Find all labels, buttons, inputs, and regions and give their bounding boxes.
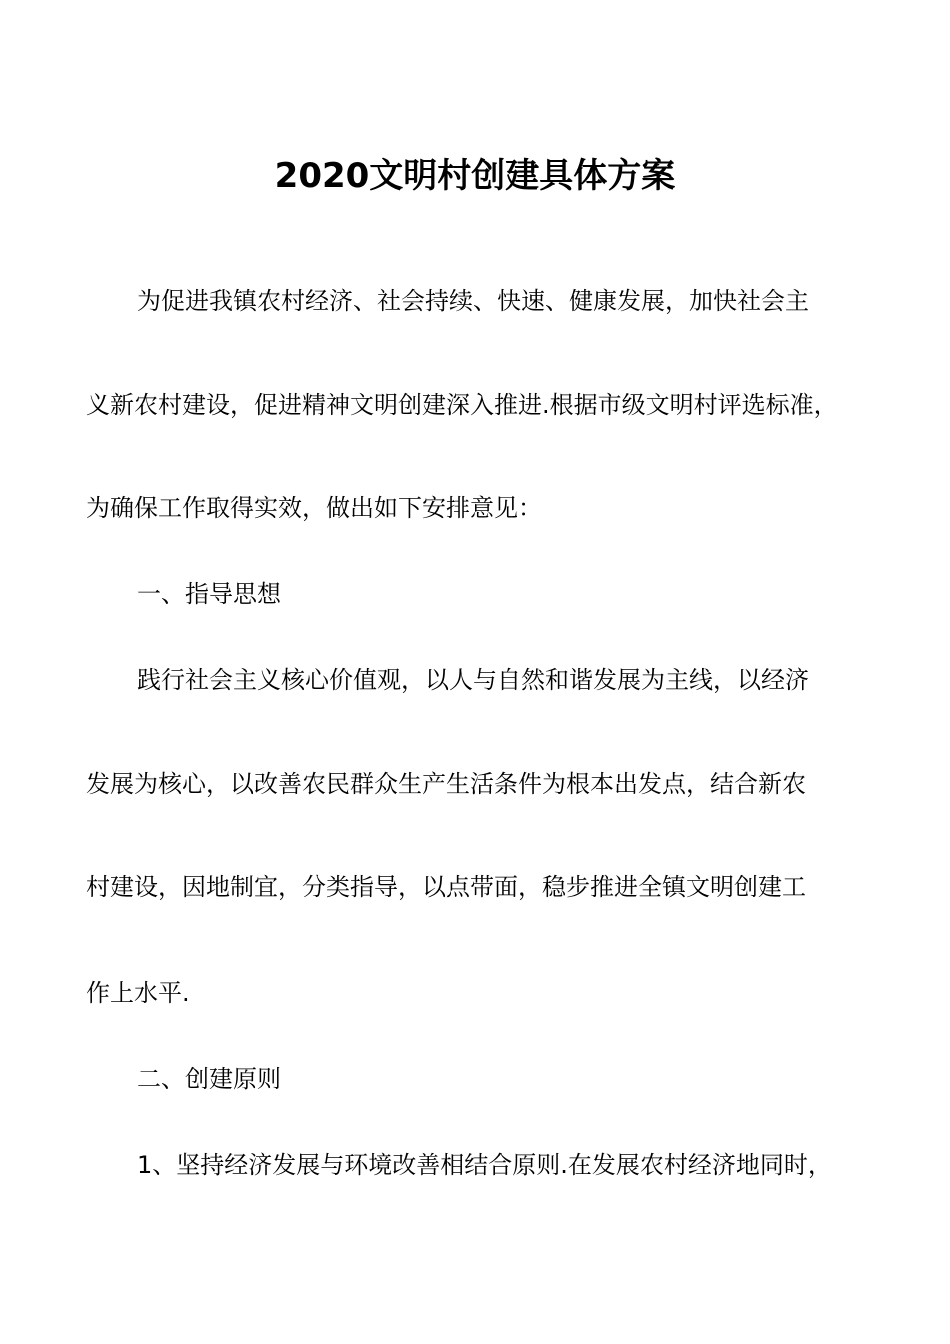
section-heading: 一、指导思想 [137, 580, 281, 608]
paragraph-line: 村建设，因地制宜，分类指导，以点带面，稳步推进全镇文明创建工 [86, 873, 806, 901]
paragraph-line: 为确保工作取得实效，做出如下安排意见： [86, 494, 542, 522]
paragraph-line: 为促进我镇农村经济、社会持续、快速、健康发展，加快社会主 [137, 287, 809, 315]
paragraph-line: 作上水平. [86, 979, 190, 1007]
paragraph-line: 发展为核心，以改善农民群众生产生活条件为根本出发点，结合新农 [86, 770, 806, 798]
paragraph-line: 义新农村建设，促进精神文明创建深入推进.根据市级文明村评选标准， [86, 391, 838, 419]
paragraph-line: 1、坚持经济发展与环境改善相结合原则.在发展农村经济地同时， [137, 1151, 832, 1179]
document-title: 2020文明村创建具体方案 [274, 156, 676, 196]
section-heading: 二、创建原则 [137, 1065, 281, 1093]
paragraph-line: 践行社会主义核心价值观，以人与自然和谐发展为主线，以经济 [137, 666, 809, 694]
